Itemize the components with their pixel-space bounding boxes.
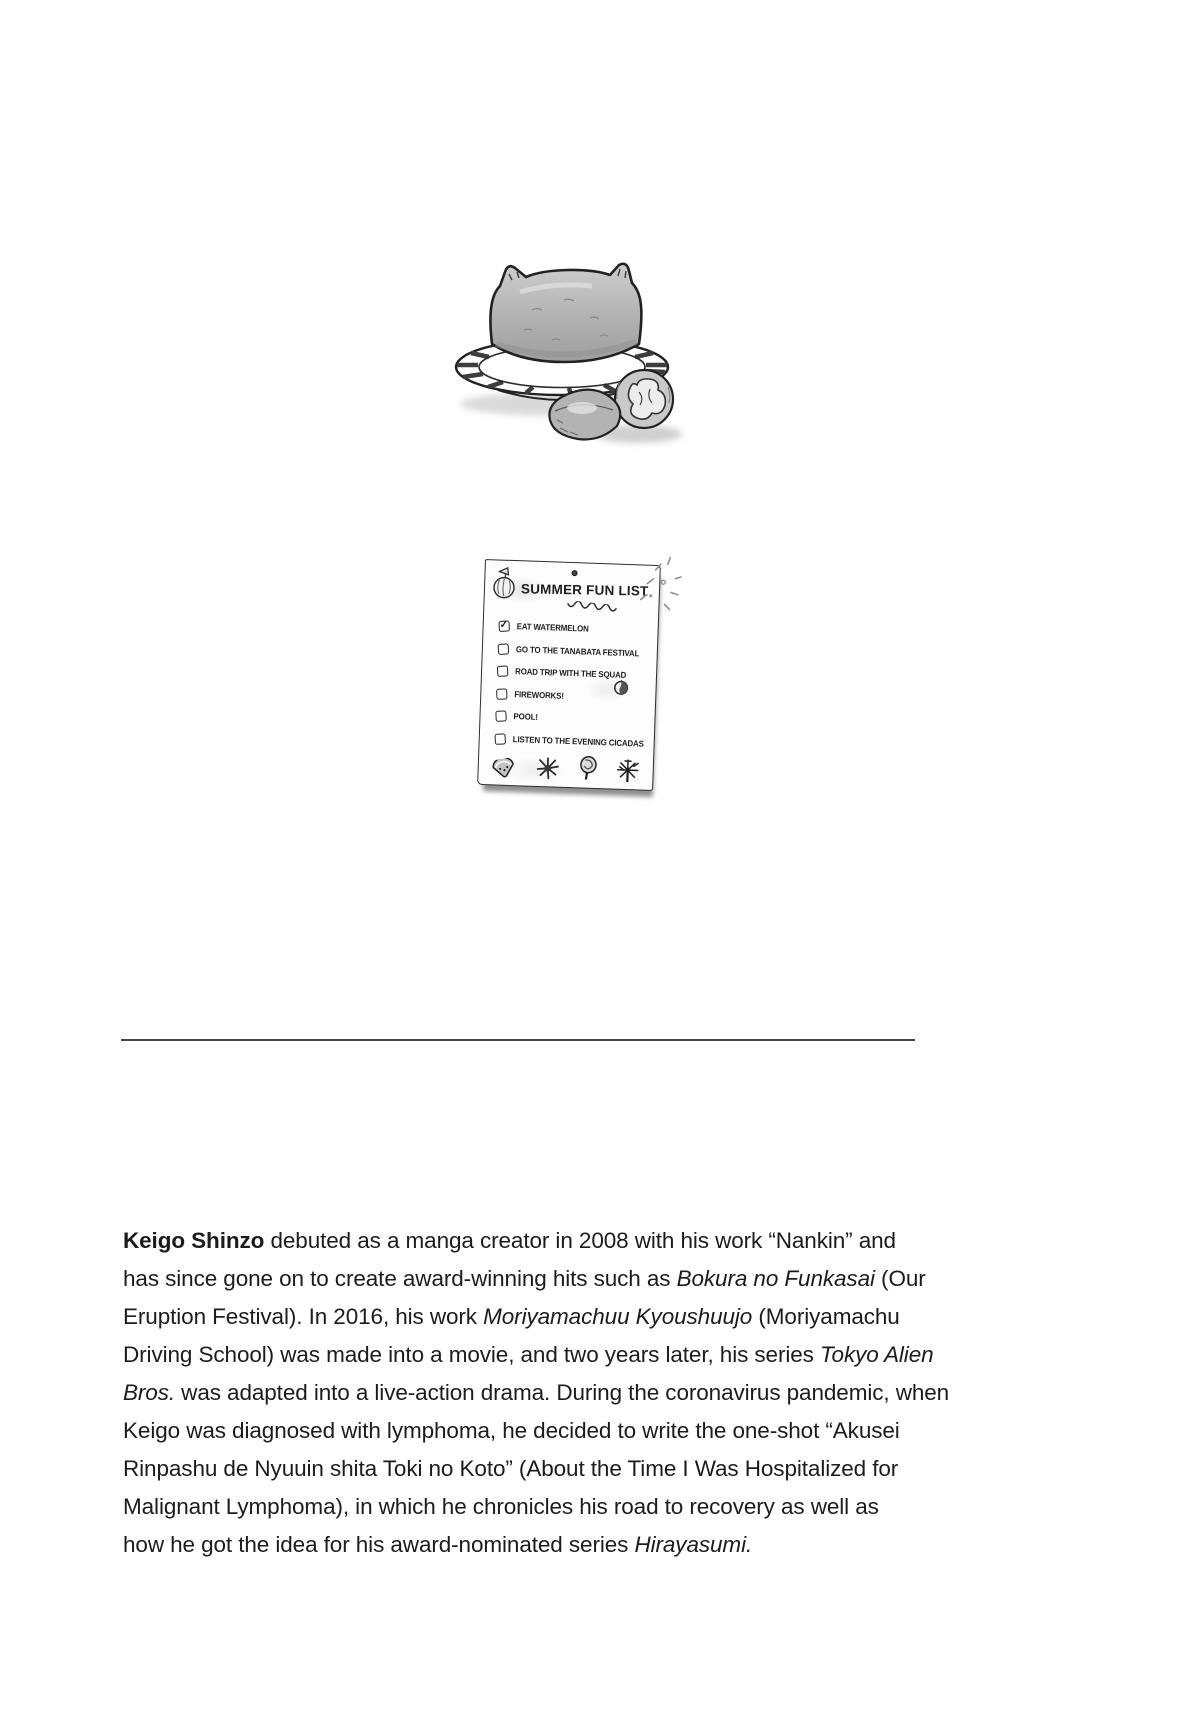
bio-line: Driving School) was made into a movie, and two years later, his series Tokyo Alien xyxy=(123,1342,934,1367)
sparkle-icon xyxy=(634,555,682,617)
empty-checkbox-icon xyxy=(495,710,506,721)
doodle-row xyxy=(491,752,640,783)
summer-fun-list-note xyxy=(477,559,661,791)
fun-item-label: GO TO THE TANABATA FESTIVAL xyxy=(515,643,639,659)
wind-chime-icon xyxy=(489,564,520,603)
empty-checkbox-icon xyxy=(498,643,509,654)
whole-walnut xyxy=(549,390,620,440)
watermelon-slice-icon xyxy=(490,757,517,781)
bio-line: Eruption Festival). In 2016, his work Moriyamachuu Kyoushuujo (Moriyamachu xyxy=(123,1304,900,1329)
bio-line: has since gone on to create award-winning hits such as Bokura no Funkasai (Our xyxy=(123,1266,926,1291)
checked-checkbox-icon: ✓ xyxy=(499,619,509,631)
bio-line: Keigo was diagnosed with lymphoma, he decided to write the one-shot “Akusei xyxy=(123,1418,900,1443)
shaved-ice-icon xyxy=(613,680,629,697)
cracked-walnut xyxy=(615,370,673,428)
fun-list-item xyxy=(494,727,648,755)
push-pin-icon xyxy=(571,570,577,576)
bio-line: how he got the idea for his award-nominated series Hirayasumi. xyxy=(123,1532,753,1557)
bio-line: Malignant Lymphoma), in which he chronicles his road to recovery as well as xyxy=(123,1494,879,1519)
round-fan-icon xyxy=(577,754,599,783)
bio-line: Keigo Shinzo debuted as a manga creator in 2008 with his work “Nankin” and xyxy=(123,1228,896,1253)
fun-item-label: LISTEN TO THE EVENING CICADAS xyxy=(512,733,644,749)
fun-list-title: SUMMER FUN LIST xyxy=(520,581,649,599)
section-divider xyxy=(121,1039,915,1041)
fun-item-label: ROAD TRIP WITH THE SQUAD xyxy=(514,666,626,681)
underline-squiggle-icon xyxy=(566,600,619,615)
bio-line: Rinpashu de Nyuuin shita Toki no Koto” (About the Time I Was Hospitalized for xyxy=(123,1456,899,1481)
author-bio xyxy=(123,1222,1083,1564)
fun-item-label: EAT WATERMELON xyxy=(515,621,589,634)
bio-line: Bros. was adapted into a live-action drama. During the coronavirus pandemic, when xyxy=(123,1380,950,1405)
cat-shaped-bread xyxy=(490,264,641,362)
fun-item-label: POOL! xyxy=(512,711,538,723)
cat-bread-illustration xyxy=(432,252,690,452)
sparkler-icon xyxy=(615,757,640,784)
fireworks-burst-icon xyxy=(534,754,561,781)
empty-checkbox-icon xyxy=(494,733,505,744)
empty-checkbox-icon xyxy=(496,688,507,699)
fun-item-label: FIREWORKS! xyxy=(513,688,564,701)
empty-checkbox-icon xyxy=(497,665,508,676)
